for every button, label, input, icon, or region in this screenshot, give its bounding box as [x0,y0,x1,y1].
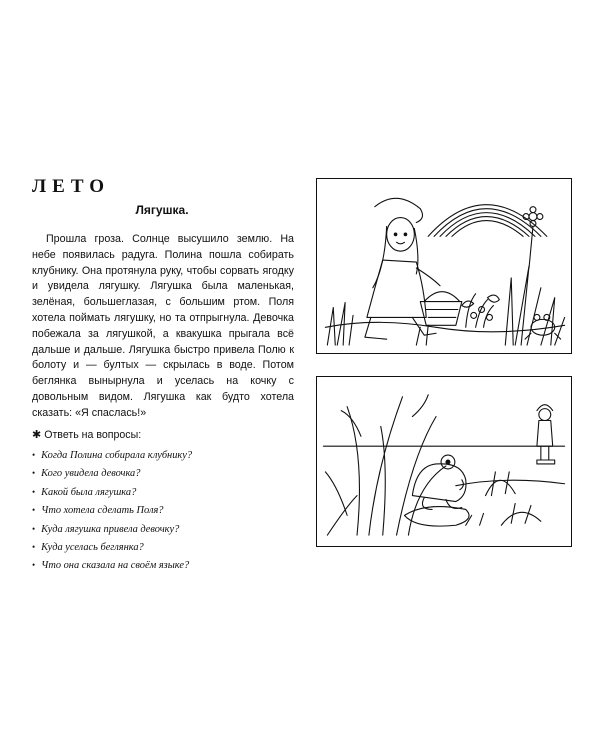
strawberry-plant-icon [462,294,500,328]
girl-icon [365,198,440,339]
question-item [32,501,192,519]
questions-heading [32,428,141,441]
story-title: Лягушка. [135,203,189,217]
basket-icon [420,292,462,326]
question-text: Какой была лягушка? [41,486,137,498]
story-paragraph: Прошла гроза. Солнце высушило землю. На небе появилась радуга. Полина пошла собирать клубнику. Она протянула руку, чтобы сорвать ягодку и увидела лягушку. Лягушка была маленькая, зелёная, большеглазая, с большим ртом. Поля хотела поймать лягушку, но та отпрыгнула. Девочка побежала за лягушкой, а квакушка прыгала всё дальше и дальше. Лягушка быстро привела Полю к болоту и — бултых — скрылась в воде. Потом беглянка вынырнула и уселась на кочку с довольным видом. Лягушка как будто хотела сказать: «Я спаслась!» [32,233,294,419]
bullet-icon: • [32,486,36,497]
question-item [32,464,192,482]
frog-in-swamp-illustration [316,376,572,547]
bullet-icon: • [32,450,36,460]
girl-picking-strawberries-illustration [316,178,572,354]
question-item [32,538,192,556]
flower-icon [523,207,543,268]
question-item [32,556,192,574]
section-title: ЛЕТО [32,176,111,197]
question-item [32,483,192,501]
question-text: Что она сказала на своём языке? [41,560,190,572]
bullet-icon: • [32,523,36,534]
question-item [32,520,192,538]
grass-icon [327,266,564,345]
rainbow-icon [428,205,547,237]
question-text: Когда Полина собирала клубнику? [41,450,193,461]
questions-heading-label: Ответь на вопросы: [44,429,142,441]
question-text: Что хотела сделать Поля? [41,505,164,517]
questions-list [32,446,192,575]
story-text [32,232,294,422]
question-item [32,446,192,464]
question-text: Куда лягушка привела девочку? [41,523,180,535]
question-text: Куда уселась беглянка? [41,541,144,553]
asterisk-icon: ✱ [32,429,42,441]
girl-icon [537,405,555,464]
bullet-icon: • [32,541,36,552]
bullet-icon: • [32,505,36,516]
bullet-icon: • [32,560,36,571]
question-text: Кого увидела девочка? [41,468,141,480]
bullet-icon: • [32,468,36,479]
reeds-icon [325,395,446,535]
